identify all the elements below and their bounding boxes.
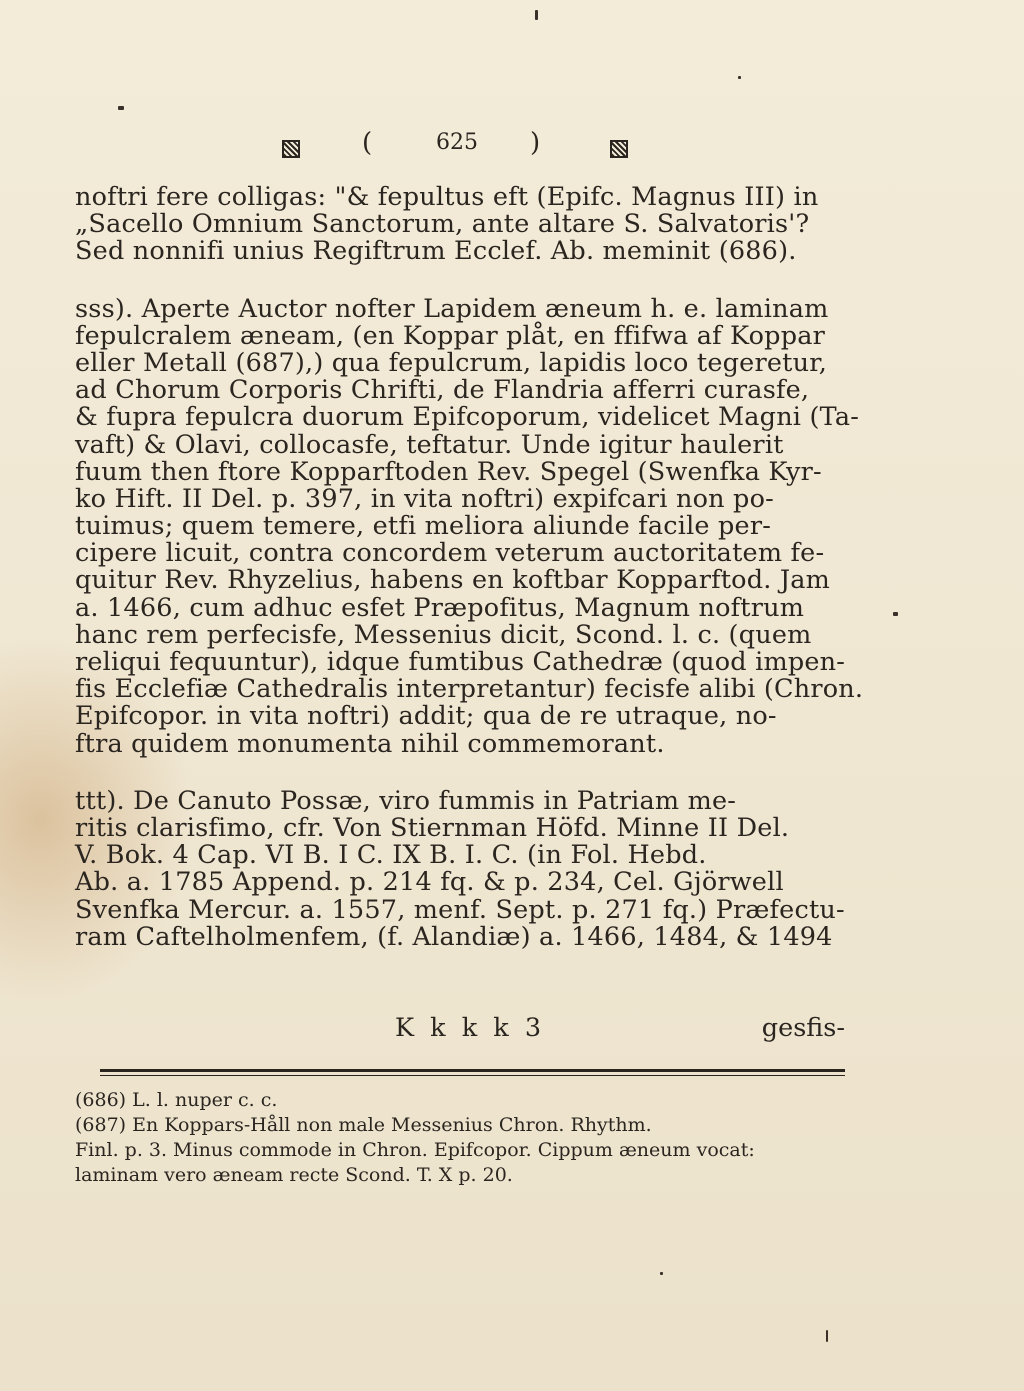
paper-speck	[118, 106, 124, 110]
paragraph-gap	[75, 266, 845, 296]
text-line: eller Metall (687),) qua fepulcrum, lapidis loco tegeretur,	[75, 347, 828, 378]
text-line: „Sacello Omnium Sanctorum, ante altare S. Salvatoris'?	[75, 209, 810, 240]
footnote-rule-thin	[100, 1075, 845, 1076]
paper-speck	[535, 10, 538, 20]
footnote-line: laminam vero æneam recte Scond. T. X p. 20.	[75, 1164, 513, 1186]
text-line: noftri fere colligas: "& fepultus eft (Epifc. Magnus III) in	[75, 182, 819, 212]
text-line: a. 1466, cum adhuc esfet Præpofitus, Magnum noftrum	[75, 592, 805, 623]
paper-speck	[738, 76, 741, 79]
text-line: ftra quidem monumenta nihil commemorant.	[75, 728, 665, 759]
main-text	[75, 182, 864, 952]
footnote-rule	[100, 1069, 845, 1072]
footnote-line: (687) En Koppars-Håll non male Messenius Chron. Rhythm.	[75, 1114, 652, 1136]
header-paren-open: (	[362, 128, 373, 158]
footnote-line: (686) L. l. nuper c. c.	[75, 1089, 278, 1111]
text-line: ttt). De Canuto Possæ, viro fummis in Patriam me-	[75, 785, 737, 816]
header-paren-close: )	[530, 128, 541, 158]
text-line: ad Chorum Corporis Chrifti, de Flandria afferri curasfe,	[75, 375, 810, 406]
text-line: ko Hift. II Del. p. 397, in vita noftri) expifcari non po-	[75, 483, 774, 514]
text-line: tuimus; quem temere, etfi meliora aliunde facile per-	[75, 511, 772, 542]
paper-speck	[893, 612, 898, 616]
text-line: sss). Aperte Auctor nofter Lapidem æneum h. e. laminam	[75, 293, 829, 324]
text-line: V. Bok. 4 Cap. VI B. I C. IX B. I. C. (in Fol. Hebd.	[75, 840, 707, 871]
text-line: ram Caftelholmenfem, (f. Alandiæ) a. 1466, 1484, & 1494	[75, 921, 833, 952]
text-line: cipere licuit, contra concordem veterum auctoritatem fe-	[75, 538, 825, 569]
text-line: Svenfka Mercur. a. 1557, menf. Sept. p. 271 fq.) Præfectu-	[75, 894, 845, 925]
catchword: gesfis-	[761, 1013, 845, 1043]
text-line: quitur Rev. Rhyzelius, habens en koftbar Kopparftod. Jam	[75, 565, 831, 596]
printer-ornament-icon	[282, 140, 300, 158]
text-line: hanc rem perfecisfe, Messenius dicit, Scond. l. c. (quem	[75, 619, 812, 650]
signature-line	[75, 1013, 845, 1041]
signature-mark: K k k k 3	[395, 1013, 546, 1043]
text-line: reliqui fequuntur), idque fumtibus Cathedræ (quod impen-	[75, 647, 846, 677]
text-line: fepulcralem æneam, (en Koppar plåt, en ffifwa af Koppar	[75, 320, 826, 351]
printer-ornament-icon	[610, 140, 628, 158]
footnotes	[75, 1088, 845, 1188]
text-line: ritis clarisfimo, cfr. Von Stiernman Höfd. Minne II Del.	[75, 812, 790, 843]
footnote-line: Finl. p. 3. Minus commode in Chron. Epifcopor. Cippum æneum vocat:	[75, 1139, 755, 1161]
text-line: fuum then ftore Kopparftoden Rev. Spegel (Swenfka Kyr-	[75, 456, 822, 487]
page-number: 625	[436, 130, 478, 155]
text-line: fis Ecclefiæ Cathedralis interpretantur) fecisfe alibi (Chron.	[75, 674, 864, 705]
text-line: & fupra fepulcra duorum Epifcoporum, videlicet Magni (Ta-	[75, 402, 860, 433]
paper-speck	[660, 1272, 663, 1275]
text-line: Ab. a. 1785 Append. p. 214 fq. & p. 234, Cel. Gjörwell	[75, 867, 784, 898]
paper-speck	[826, 1330, 828, 1342]
text-line: vaft) & Olavi, collocasfe, teftatur. Unde igitur haulerit	[75, 429, 784, 460]
text-line: Epifcopor. in vita noftri) addit; qua de re utraque, no-	[75, 701, 777, 732]
paragraph-gap	[75, 758, 845, 788]
page-header	[270, 128, 650, 168]
text-line: Sed nonnifi unius Regiftrum Ecclef. Ab. meminit (686).	[75, 236, 797, 267]
